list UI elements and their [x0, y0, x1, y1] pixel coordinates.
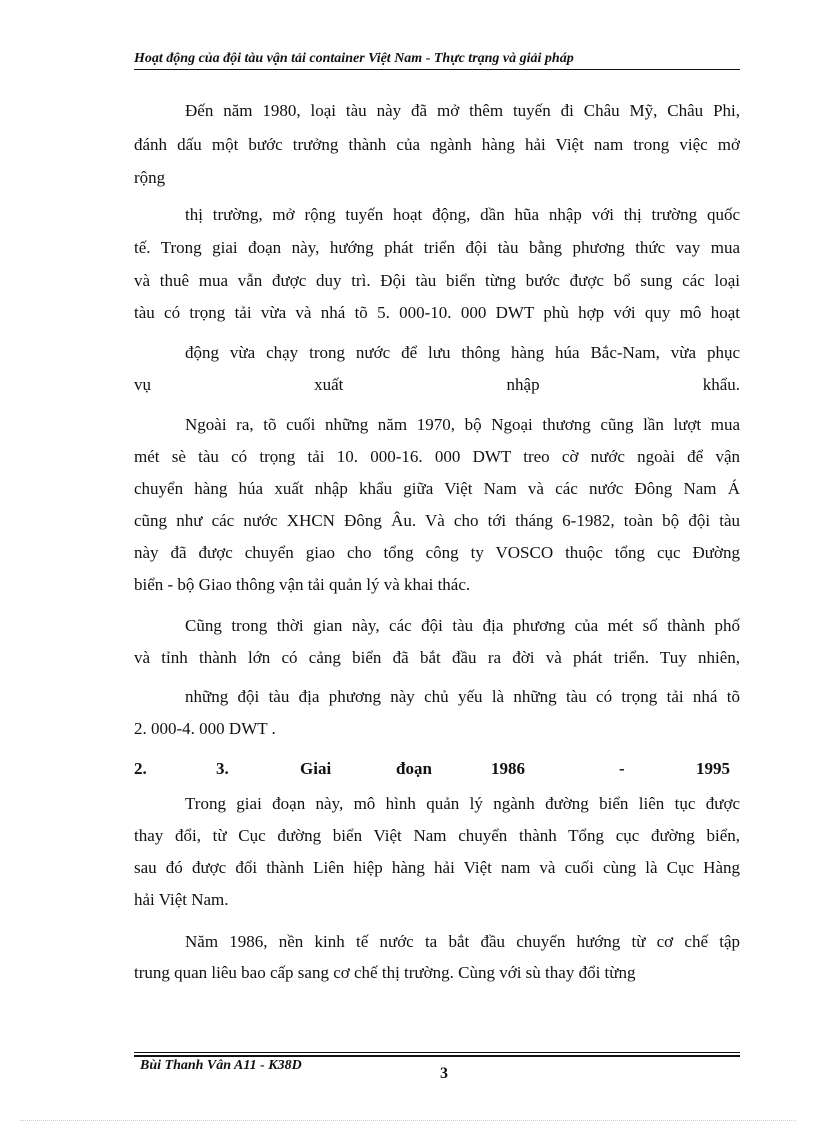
- footer-rule: [134, 1052, 740, 1053]
- body-line: thị trường, mở rộng tuyến hoạt động, dần hũa nhập với thị trường quốc: [185, 205, 740, 224]
- body-line: và thuê mua vẫn được duy trì. Đội tàu biển từng bước được bổ sung các loại: [134, 271, 740, 290]
- body-line: Ngoài ra, tõ cuối những năm 1970, bộ Ngoại thương cũng lần lượt mua: [185, 415, 740, 434]
- body-line: Năm 1986, nền kinh tế nước ta bắt đầu chuyển hướng từ cơ chế tập: [185, 932, 740, 951]
- running-header: Hoạt động của đội tàu vận tải container Việt Nam - Thực trạng và giải pháp: [134, 51, 574, 66]
- body-line: biển - bộ Giao thông vận tải quản lý và khai thác.: [134, 575, 471, 594]
- body-line: Trong giai đoạn này, mô hình quản lý ngành đường biển liên tục được: [185, 794, 740, 813]
- heading-year-end: 1995: [696, 759, 730, 778]
- body-line: chuyển hàng húa xuất nhập khẩu giữa Việt Nam và các nước Đông Nam Á: [134, 479, 740, 498]
- page-edge-divider: [20, 1120, 796, 1121]
- heading-word-2: đoạn: [396, 759, 432, 778]
- body-line: động vừa chạy trong nước để lưu thông hàng húa Bắc-Nam, vừa phục: [185, 343, 740, 362]
- heading-number-1: 2.: [134, 759, 147, 778]
- body-line: hải Việt Nam.: [134, 890, 229, 909]
- body-line: Cũng trong thời gian này, các đội tàu địa phương của mét số thành phố: [185, 616, 740, 635]
- footer-author: Bùi Thanh Vân A11 - K38D: [140, 1058, 302, 1073]
- body-line: đánh dấu một bước trưởng thành của ngành hàng hải Việt nam trong việc mở: [134, 135, 740, 154]
- body-line: cũng như các nước XHCN Đông Âu. Và cho tới tháng 6-1982, toàn bộ đội tàu: [134, 511, 740, 530]
- header-rule: [134, 69, 740, 70]
- body-line: thay đổi, từ Cục đường biển Việt Nam chuyển thành Tổng cục đường biển,: [134, 826, 740, 845]
- section-heading: [134, 754, 740, 784]
- body-line: tế. Trong giai đoạn này, hướng phát triển đội tàu bằng phương thức vay mua: [134, 238, 740, 257]
- body-line: sau đó được đổi thành Liên hiệp hàng hải Việt nam và cuối cùng là Cục Hàng: [134, 858, 740, 877]
- heading-number-2: 3.: [216, 759, 229, 778]
- body-line: tàu có trọng tải vừa và nhá tõ 5. 000-10. 000 DWT phù hợp với quy mô hoạt: [134, 303, 740, 322]
- page-number: 3: [440, 1065, 448, 1082]
- body-line: mét sè tàu có trọng tải 10. 000-16. 000 DWT treo cờ nước ngoài để vận: [134, 447, 740, 466]
- body-line: và tỉnh thành lớn có cảng biển đã bắt đầu ra đời và phát triển. Tuy nhiên,: [134, 648, 740, 667]
- body-line: này đã được chuyển giao cho tổng công ty VOSCO thuộc tổng cục Đường: [134, 543, 740, 562]
- body-line: những đội tàu địa phương này chủ yếu là những tàu có trọng tải nhá tõ: [185, 687, 740, 706]
- heading-word-1: Giai: [300, 759, 332, 778]
- heading-year-start: 1986: [491, 759, 525, 778]
- body-line: Đến năm 1980, loại tàu này đã mở thêm tuyến đi Châu Mỹ, Châu Phi,: [185, 101, 740, 120]
- body-line: rộng: [134, 168, 166, 187]
- body-line: trung quan liêu bao cấp sang cơ chế thị trường. Cùng với sù thay đổi từng: [134, 963, 636, 982]
- body-line: 2. 000-4. 000 DWT .: [134, 719, 276, 738]
- body-line: vụ xuất nhập khẩu.: [134, 375, 740, 394]
- heading-dash: -: [619, 759, 625, 778]
